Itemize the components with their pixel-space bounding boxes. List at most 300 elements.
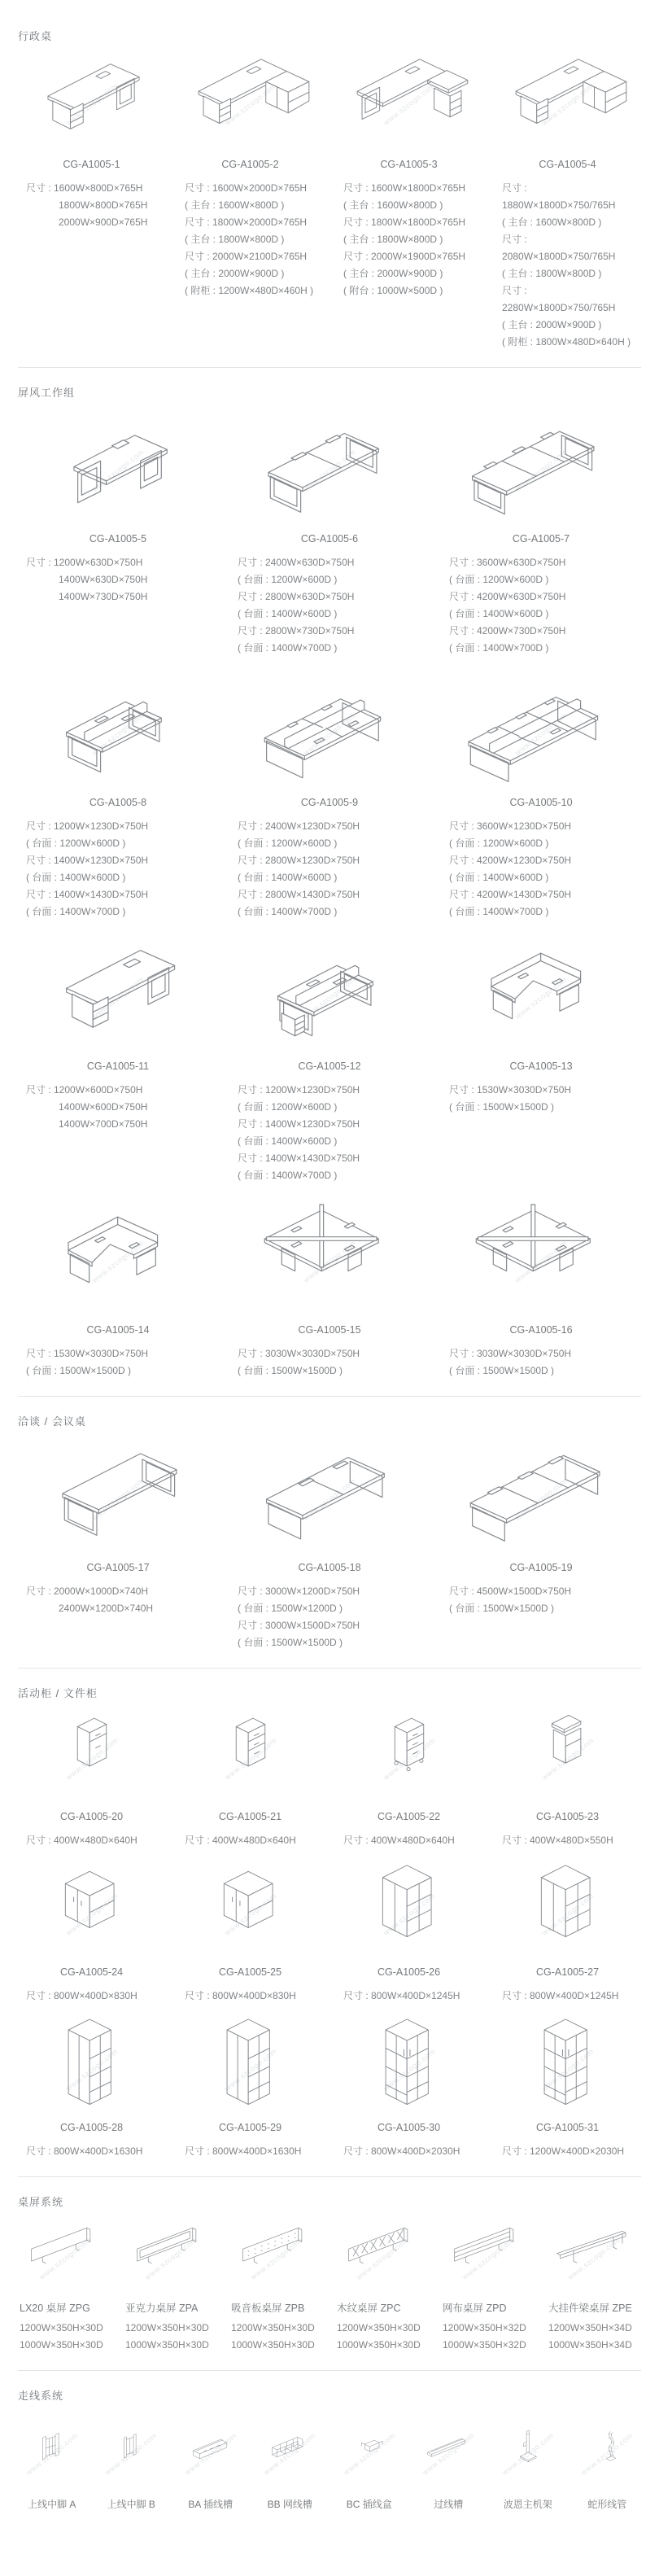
dimension-line: ( 主台 : 2000W×900D ) bbox=[343, 268, 443, 279]
wtrayB-icon bbox=[258, 2411, 321, 2489]
product-grid bbox=[18, 2217, 641, 2354]
dimension-line: 尺寸 : 4500W×1500D×750H bbox=[449, 1585, 572, 1597]
product-dims bbox=[177, 1832, 324, 1849]
product-item bbox=[18, 1864, 165, 2005]
product-code: 波恩主机架 bbox=[503, 2499, 552, 2510]
product-item bbox=[494, 1708, 641, 1849]
product-dims bbox=[441, 2320, 535, 2354]
watermark: www.szcogo.com bbox=[90, 1239, 146, 1284]
product-code: CG-A1005-23 bbox=[535, 1811, 600, 1822]
dimension-line: 1000W×350H×30D bbox=[20, 2339, 103, 2351]
wlegA-icon bbox=[20, 2411, 84, 2489]
product-dims bbox=[441, 818, 641, 921]
product-code: CG-A1005-17 bbox=[86, 1562, 150, 1573]
dimension-line: ( 台面 : 1500W×1500D ) bbox=[238, 1365, 343, 1376]
section-title: 洽谈 / 会议桌 bbox=[18, 1415, 86, 1428]
product-code: CG-A1005-26 bbox=[377, 1966, 441, 1978]
watermark: www.szcogo.com bbox=[143, 2235, 199, 2281]
cablow-icon bbox=[22, 1864, 160, 1955]
lclus-icon bbox=[24, 1199, 212, 1313]
product-grid bbox=[18, 408, 641, 1380]
wlegB-icon bbox=[99, 2411, 163, 2489]
dimension-line: ( 台面 : 1200W×600D ) bbox=[26, 838, 126, 849]
dimension-line: 1200W×350H×32D bbox=[443, 2322, 526, 2333]
dimension-line: 1200W×350H×30D bbox=[20, 2322, 103, 2333]
product-code: LX20 桌屏 ZPG bbox=[20, 2303, 90, 2314]
product-drawing bbox=[18, 2019, 165, 2110]
dimension-line: 尺寸 : 3000W×1200D×750H bbox=[238, 1585, 360, 1597]
scracrylic-icon bbox=[126, 2217, 215, 2292]
dimension-line: ( 台面 : 1200W×600D ) bbox=[449, 838, 549, 849]
watermark: www.szcogo.com bbox=[381, 1891, 437, 1937]
dimension-line: ( 台面 : 1400W×600D ) bbox=[238, 608, 338, 619]
dimension-line: 尺寸 : 1400W×1230D×750H bbox=[26, 855, 149, 866]
deskLped-icon bbox=[339, 51, 478, 147]
watermark: www.szcogo.com bbox=[566, 2235, 622, 2281]
dimension-line: 尺寸 : 2000W×2100D×765H bbox=[185, 251, 308, 262]
product-drawing bbox=[177, 51, 324, 147]
dimension-line: 1000W×350H×30D bbox=[337, 2339, 421, 2351]
cabmid-icon bbox=[339, 1864, 478, 1955]
product-code: 木纹桌屏 ZPC bbox=[337, 2303, 401, 2314]
ped3w-icon bbox=[339, 1708, 478, 1800]
dimension-line: 尺寸 : 400W×480D×550H bbox=[502, 1835, 613, 1846]
product-code: 上线中脚 A bbox=[28, 2499, 76, 2510]
product-item bbox=[177, 1708, 324, 1849]
conf1-icon bbox=[24, 1437, 212, 1550]
product-drawing bbox=[494, 1708, 641, 1800]
product-drawing bbox=[229, 935, 430, 1049]
product-dims bbox=[177, 1988, 324, 2005]
watermark: www.szcogo.com bbox=[222, 1891, 278, 1937]
dimension-line: 尺寸 : 1400W×1230D×750H bbox=[238, 1118, 360, 1130]
product-item bbox=[415, 2411, 483, 2511]
product-code: CG-A1005-30 bbox=[377, 2122, 441, 2133]
product-drawing bbox=[18, 935, 218, 1049]
product-item bbox=[18, 935, 218, 1184]
section-cabinets bbox=[18, 1668, 641, 2176]
dimension-line: 1200W×350H×34D bbox=[548, 2322, 632, 2333]
product-code: 上线中脚 B bbox=[107, 2499, 155, 2510]
dimension-line: 尺寸 : 2800W×630D×750H bbox=[238, 591, 355, 602]
product-code: 蛇形线管 bbox=[587, 2499, 627, 2510]
dimension-line: ( 台面 : 1400W×700D ) bbox=[26, 906, 126, 917]
dimension-line: 尺寸 : 3600W×1230D×750H bbox=[449, 820, 572, 832]
product-item bbox=[177, 2411, 245, 2511]
cabtall-icon bbox=[22, 2019, 160, 2110]
product-item bbox=[441, 935, 641, 1184]
product-drawing bbox=[415, 2411, 483, 2489]
watermark: www.szcogo.com bbox=[24, 2430, 80, 2477]
product-drawing bbox=[441, 1199, 641, 1313]
product-item bbox=[441, 408, 641, 657]
product-code: CG-A1005-4 bbox=[539, 159, 596, 170]
product-item bbox=[229, 2217, 324, 2354]
dimension-line: 1000W×350H×32D bbox=[443, 2339, 526, 2351]
product-drawing bbox=[18, 1864, 165, 1955]
cabmid-icon bbox=[498, 1864, 636, 1955]
product-drawing bbox=[229, 1199, 430, 1313]
dimension-line: 尺寸 : 2800W×1430D×750H bbox=[238, 889, 360, 900]
product-grid bbox=[18, 1708, 641, 2160]
watermark: www.szcogo.com bbox=[302, 711, 357, 757]
watermark: www.szcogo.com bbox=[90, 1476, 146, 1522]
watermark: www.szcogo.com bbox=[302, 1239, 357, 1284]
scrwood-icon bbox=[338, 2217, 426, 2292]
dimension-line: ( 主台 : 1600W×800D ) bbox=[185, 199, 285, 211]
watermark: www.szcogo.com bbox=[421, 2430, 477, 2477]
dimension-line: ( 附柜 : 1800W×480D×640H ) bbox=[502, 336, 631, 348]
product-dims bbox=[18, 1583, 218, 1617]
watermark: www.szcogo.com bbox=[539, 81, 596, 127]
product-item bbox=[18, 51, 165, 351]
dimension-line: 尺寸 : 4200W×630D×750H bbox=[449, 591, 566, 602]
product-drawing bbox=[256, 2411, 325, 2489]
product-item bbox=[335, 2411, 404, 2511]
dimension-line: ( 台面 : 1200W×600D ) bbox=[449, 574, 549, 585]
product-dims bbox=[547, 2320, 641, 2354]
dimension-line: ( 主台 : 2000W×900D ) bbox=[502, 319, 602, 330]
product-item bbox=[98, 2411, 166, 2511]
product-item bbox=[18, 2019, 165, 2160]
product-dims bbox=[18, 1988, 165, 2005]
product-drawing bbox=[335, 2217, 430, 2292]
product-drawing bbox=[547, 2217, 641, 2292]
product-drawing bbox=[494, 51, 641, 147]
dimension-line: 尺寸 : 2000W×1900D×765H bbox=[343, 251, 466, 262]
product-item bbox=[177, 1864, 324, 2005]
product-dims bbox=[335, 2143, 482, 2160]
watermark: www.szcogo.com bbox=[90, 711, 146, 757]
product-dims bbox=[335, 2320, 430, 2354]
watermark: www.szcogo.com bbox=[579, 2430, 635, 2477]
dimension-line: 尺寸 : 800W×400D×1630H bbox=[185, 2145, 302, 2157]
scrmesh-icon bbox=[443, 2217, 532, 2292]
product-drawing bbox=[441, 671, 641, 785]
product-drawing bbox=[177, 1864, 324, 1955]
product-drawing bbox=[441, 935, 641, 1049]
product-code: CG-A1005-29 bbox=[218, 2122, 282, 2133]
watermark: www.szcogo.com bbox=[302, 448, 357, 493]
xclus-icon bbox=[235, 1199, 423, 1313]
product-dims bbox=[494, 1832, 641, 1849]
dimension-line: 尺寸 : 400W×480D×640H bbox=[343, 1835, 455, 1846]
product-dims bbox=[177, 180, 324, 300]
product-item bbox=[229, 671, 430, 921]
product-code: BA 插线槽 bbox=[188, 2499, 233, 2510]
product-code: CG-A1005-7 bbox=[512, 533, 570, 545]
dimension-line: 尺寸 : 800W×400D×1245H bbox=[343, 1990, 460, 2001]
product-code: CG-A1005-11 bbox=[86, 1061, 150, 1072]
wrail-icon bbox=[417, 2411, 480, 2489]
product-item bbox=[494, 2019, 641, 2160]
dimension-line: ( 附柜 : 1200W×480D×460H ) bbox=[185, 285, 314, 296]
watermark: www.szcogo.com bbox=[513, 711, 569, 757]
product-code: CG-A1005-19 bbox=[509, 1562, 573, 1573]
dimension-line: ( 台面 : 1400W×700D ) bbox=[238, 642, 338, 654]
conf2-icon bbox=[235, 1437, 423, 1550]
product-code: 网布桌屏 ZPD bbox=[443, 2303, 507, 2314]
dimension-line: ( 台面 : 1500W×1500D ) bbox=[449, 1101, 555, 1113]
product-dims bbox=[494, 1988, 641, 2005]
product-code: CG-A1005-12 bbox=[298, 1061, 361, 1072]
watermark: www.szcogo.com bbox=[539, 2046, 596, 2093]
product-code: 大挂件梁桌屏 ZPE bbox=[548, 2303, 632, 2314]
product-dims bbox=[335, 180, 482, 300]
product-item bbox=[574, 2411, 642, 2511]
section-conference-tables bbox=[18, 1396, 641, 1668]
product-drawing bbox=[98, 2411, 166, 2489]
product-drawing bbox=[18, 1437, 218, 1550]
watermark: www.szcogo.com bbox=[355, 2235, 410, 2281]
watermark: www.szcogo.com bbox=[302, 975, 357, 1021]
watermark: www.szcogo.com bbox=[222, 1735, 278, 1782]
product-item bbox=[256, 2411, 325, 2511]
dimension-line: 尺寸 : 1400W×1430D×750H bbox=[238, 1152, 360, 1164]
product-code: CG-A1005-8 bbox=[89, 797, 147, 808]
watermark: www.szcogo.com bbox=[63, 81, 120, 127]
dimension-line: 尺寸 : 2080W×1800D×750/765H bbox=[502, 234, 616, 262]
watermark: www.szcogo.com bbox=[302, 1476, 357, 1522]
product-code: 过线槽 bbox=[434, 2499, 464, 2510]
product-drawing bbox=[335, 2411, 404, 2489]
watermark: www.szcogo.com bbox=[513, 1239, 569, 1284]
section-wiring-system bbox=[18, 2370, 641, 2527]
product-grid bbox=[18, 51, 641, 351]
product-code: CG-A1005-13 bbox=[509, 1061, 573, 1072]
scrplain-icon bbox=[20, 2217, 109, 2292]
product-item bbox=[494, 51, 641, 351]
product-code: CG-A1005-1 bbox=[63, 159, 120, 170]
product-drawing bbox=[124, 2217, 218, 2292]
product-dims bbox=[18, 1082, 218, 1133]
dimension-line: ( 台面 : 1500W×1500D ) bbox=[449, 1603, 555, 1614]
product-dims bbox=[18, 180, 165, 231]
watermark: www.szcogo.com bbox=[63, 1891, 120, 1937]
watermark: www.szcogo.com bbox=[182, 2430, 238, 2477]
product-code: BC 插线盒 bbox=[346, 2499, 392, 2510]
product-code: CG-A1005-15 bbox=[298, 1324, 361, 1336]
watermark: www.szcogo.com bbox=[90, 448, 146, 493]
dimension-line: ( 附台 : 1000W×500D ) bbox=[343, 285, 443, 296]
dimension-line: 尺寸 : 1200W×1230D×750H bbox=[26, 820, 149, 832]
product-item bbox=[18, 2217, 112, 2354]
wstand-icon bbox=[496, 2411, 560, 2489]
dimension-line: 1200W×350H×30D bbox=[125, 2322, 209, 2333]
dimension-line: 尺寸 : 2000W×1000D×740H bbox=[26, 1585, 149, 1597]
product-grid bbox=[18, 2411, 641, 2511]
dimension-line: ( 台面 : 1200W×600D ) bbox=[238, 1101, 338, 1113]
dimension-line: 尺寸 : 1200W×400D×2030H bbox=[502, 2145, 625, 2157]
section-title: 活动柜 / 文件柜 bbox=[18, 1687, 98, 1699]
watermark: www.szcogo.com bbox=[539, 1735, 596, 1782]
product-item bbox=[18, 2411, 86, 2511]
watermark: www.szcogo.com bbox=[222, 81, 278, 127]
product-item bbox=[441, 2217, 535, 2354]
product-dims bbox=[441, 1345, 641, 1380]
product-dims bbox=[441, 554, 641, 657]
dimension-line: ( 台面 : 1500W×1200D ) bbox=[238, 1603, 343, 1614]
dimension-line: 尺寸 : 800W×400D×1245H bbox=[502, 1990, 619, 2001]
dimension-line: 尺寸 : 4200W×1230D×750H bbox=[449, 855, 572, 866]
product-code: CG-A1005-6 bbox=[300, 533, 359, 545]
product-code: CG-A1005-24 bbox=[59, 1966, 124, 1978]
watermark: www.szcogo.com bbox=[539, 1891, 596, 1937]
desk1-icon bbox=[24, 935, 212, 1049]
watermark: www.szcogo.com bbox=[513, 448, 569, 493]
watermark: www.szcogo.com bbox=[341, 2430, 397, 2477]
product-dims bbox=[18, 1345, 218, 1380]
product-code: CG-A1005-9 bbox=[300, 797, 359, 808]
product-item bbox=[18, 1199, 218, 1380]
product-code: CG-A1005-28 bbox=[59, 2122, 124, 2133]
product-drawing bbox=[494, 2411, 562, 2489]
watermark: www.szcogo.com bbox=[262, 2430, 318, 2477]
dimension-line: ( 台面 : 1400W×700D ) bbox=[449, 642, 549, 654]
product-dims bbox=[335, 1832, 482, 1849]
product-dims bbox=[494, 180, 641, 351]
product-code: 亚克力桌屏 ZPA bbox=[125, 2303, 199, 2314]
lclus-icon bbox=[447, 935, 635, 1049]
watermark: www.szcogo.com bbox=[460, 2235, 516, 2281]
dimension-line: 尺寸 : 3600W×630D×750H bbox=[449, 557, 566, 568]
product-dims bbox=[18, 1832, 165, 1849]
product-item bbox=[229, 935, 430, 1184]
cabtall-icon bbox=[181, 2019, 319, 2110]
watermark: www.szcogo.com bbox=[63, 2046, 120, 2093]
product-dims bbox=[18, 818, 218, 921]
dimension-line: 尺寸 : 2400W×1230D×750H bbox=[238, 820, 360, 832]
product-drawing bbox=[18, 1708, 165, 1800]
face2-icon bbox=[235, 671, 423, 785]
dimension-line: 尺寸 : 800W×400D×1630H bbox=[26, 2145, 143, 2157]
watermark: www.szcogo.com bbox=[513, 975, 569, 1021]
dimension-line: 1000W×350H×34D bbox=[548, 2339, 632, 2351]
product-item bbox=[229, 408, 430, 657]
scrbeam-icon bbox=[549, 2217, 638, 2292]
product-dims bbox=[229, 1345, 430, 1380]
dimension-line: 1400W×630D×750H bbox=[59, 574, 148, 585]
face1p-icon bbox=[235, 935, 423, 1049]
dimension-line: 尺寸 : 800W×400D×830H bbox=[185, 1990, 296, 2001]
dimension-line: 尺寸 : 1400W×1430D×750H bbox=[26, 889, 149, 900]
dimension-line: 尺寸 : 3030W×3030D×750H bbox=[238, 1348, 360, 1359]
product-drawing bbox=[177, 2411, 245, 2489]
dimension-line: 尺寸 : 3030W×3030D×750H bbox=[449, 1348, 572, 1359]
product-drawing bbox=[441, 2217, 535, 2292]
face1-icon bbox=[24, 671, 212, 785]
product-item bbox=[177, 2019, 324, 2160]
watermark: www.szcogo.com bbox=[500, 2430, 556, 2477]
dimension-line: 尺寸 : 1800W×1800D×765H bbox=[343, 216, 466, 228]
dimension-line: 尺寸 : 1530W×3030D×750H bbox=[449, 1084, 572, 1096]
product-drawing bbox=[574, 2411, 642, 2489]
product-item bbox=[335, 2217, 430, 2354]
dimension-line: 尺寸 : 1600W×1800D×765H bbox=[343, 182, 466, 194]
dimension-line: 1400W×700D×750H bbox=[59, 1118, 148, 1130]
dimension-line: 尺寸 : 3000W×1500D×750H bbox=[238, 1620, 360, 1631]
section-executive-desks bbox=[18, 11, 641, 367]
product-drawing bbox=[177, 2019, 324, 2110]
ped2-icon bbox=[22, 1708, 160, 1800]
dimension-line: 尺寸 : 1530W×3030D×750H bbox=[26, 1348, 149, 1359]
dimension-line: 尺寸 : 1880W×1800D×750/765H bbox=[502, 182, 616, 211]
product-item bbox=[18, 671, 218, 921]
cablow-icon bbox=[181, 1864, 319, 1955]
dimension-line: ( 台面 : 1400W×700D ) bbox=[449, 906, 549, 917]
dimension-line: 1200W×350H×30D bbox=[231, 2322, 315, 2333]
product-drawing bbox=[229, 408, 430, 522]
dimension-line: ( 主台 : 2000W×900D ) bbox=[185, 268, 285, 279]
dimension-line: 尺寸 : 2400W×630D×750H bbox=[238, 557, 355, 568]
xclus-icon bbox=[447, 1199, 635, 1313]
product-code: CG-A1005-31 bbox=[535, 2122, 600, 2133]
product-drawing bbox=[335, 1864, 482, 1955]
dimension-line: 尺寸 : 1200W×1230D×750H bbox=[238, 1084, 360, 1096]
product-drawing bbox=[18, 1199, 218, 1313]
product-drawing bbox=[18, 671, 218, 785]
product-code: CG-A1005-16 bbox=[509, 1324, 573, 1336]
watermark: www.szcogo.com bbox=[103, 2430, 159, 2477]
bench3-icon bbox=[447, 408, 635, 522]
dimension-line: 尺寸 : 1800W×2000D×765H bbox=[185, 216, 308, 228]
product-drawing bbox=[18, 408, 218, 522]
product-item bbox=[547, 2217, 641, 2354]
product-dims bbox=[18, 554, 218, 606]
deskLcab-icon bbox=[181, 51, 319, 147]
product-item bbox=[441, 671, 641, 921]
product-code: CG-A1005-2 bbox=[221, 159, 279, 170]
product-code: CG-A1005-5 bbox=[89, 533, 147, 545]
dimension-line: 尺寸 : 1600W×800D×765H bbox=[26, 182, 143, 194]
dimension-line: 尺寸 : 2800W×730D×750H bbox=[238, 625, 355, 636]
desk1-icon bbox=[22, 51, 160, 147]
dimension-line: ( 台面 : 1400W×600D ) bbox=[238, 872, 338, 883]
watermark: www.szcogo.com bbox=[37, 2235, 93, 2281]
product-item bbox=[229, 1437, 430, 1651]
dimension-line: 尺寸 : 800W×400D×2030H bbox=[343, 2145, 460, 2157]
product-dims bbox=[18, 2143, 165, 2160]
dimension-line: ( 台面 : 1500W×1500D ) bbox=[26, 1365, 132, 1376]
product-code: BB 网线槽 bbox=[267, 2499, 312, 2510]
scrperf-icon bbox=[232, 2217, 321, 2292]
product-drawing bbox=[441, 408, 641, 522]
watermark: www.szcogo.com bbox=[63, 1735, 120, 1782]
product-grid bbox=[18, 1437, 641, 1651]
product-drawing bbox=[494, 2019, 641, 2110]
product-drawing bbox=[335, 2019, 482, 2110]
watermark: www.szcogo.com bbox=[381, 81, 437, 127]
product-code: CG-A1005-14 bbox=[86, 1324, 150, 1336]
product-drawing bbox=[335, 1708, 482, 1800]
dimension-line: 1400W×600D×750H bbox=[59, 1101, 148, 1113]
watermark: www.szcogo.com bbox=[381, 1735, 437, 1782]
product-item bbox=[441, 1437, 641, 1651]
section-desk-screen-system bbox=[18, 2176, 641, 2370]
ped2s-icon bbox=[498, 1708, 636, 1800]
dimension-line: 尺寸 : 400W×480D×640H bbox=[185, 1835, 296, 1846]
product-code: CG-A1005-25 bbox=[218, 1966, 282, 1978]
section-title: 桌屏系统 bbox=[18, 2196, 64, 2208]
product-drawing bbox=[441, 1437, 641, 1550]
dimension-line: 1000W×350H×30D bbox=[231, 2339, 315, 2351]
dimension-line: ( 台面 : 1500W×1500D ) bbox=[238, 1637, 343, 1648]
dimension-line: ( 台面 : 1400W×700D ) bbox=[238, 906, 338, 917]
dimension-line: ( 台面 : 1200W×600D ) bbox=[238, 574, 338, 585]
dimension-line: 尺寸 : 4200W×1430D×750H bbox=[449, 889, 572, 900]
deskLcab-icon bbox=[498, 51, 636, 147]
dimension-line: ( 主台 : 1800W×800D ) bbox=[343, 234, 443, 245]
